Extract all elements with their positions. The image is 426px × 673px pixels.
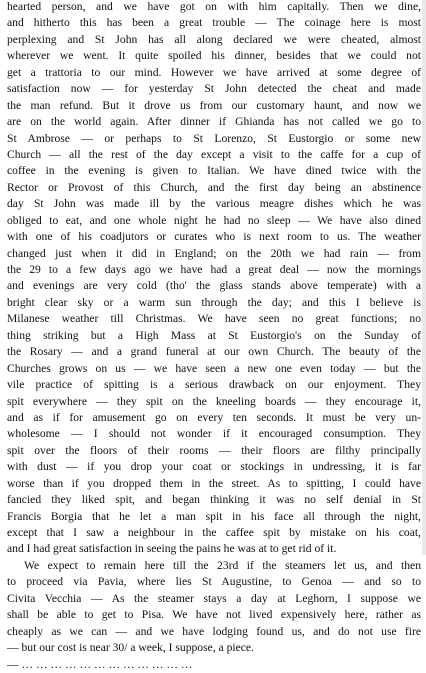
- text-line-10: Church — all the rest of the day except a visit to the caffe for a cup of: [7, 147, 421, 161]
- text-line-31: fancied they liked spit, and began thinking it was no self denial in St: [7, 493, 421, 507]
- text-line-13: day St John was made ill by the various meagre dishes which he was: [7, 197, 421, 211]
- text-line-34: and I had great satisfaction in seeing the pains he was at to get rid of it.: [7, 542, 337, 556]
- text-line-40: — but our cost is near 30/ a week, I suppose, a piece.: [7, 641, 254, 655]
- text-line-27: wholesome — I should not wonder if it encouraged consumption. They: [7, 427, 421, 441]
- text-line-24: vile practice of spitting is a serious drawback on our enjoyment. They: [7, 378, 421, 392]
- text-line-19: bright clear sky or a warm sun through the day; and this I believe is: [7, 295, 421, 309]
- text-line-23: Churches grows on us — we have seen a new one even today — but the: [7, 361, 421, 375]
- text-line-37: Civita Vecchia — As the steamer stays a day at Leghorn, I suppose we: [7, 591, 421, 605]
- text-line-26: and as if for amusement go on every ten seconds. It must be very un-: [7, 410, 421, 424]
- text-line-29: with dust — if you drop your coat or stockings in undressing, it is far: [7, 460, 421, 474]
- text-line-15: with one of his coadjutors or curates who is next room to us. The weather: [7, 230, 421, 244]
- text-line-35: We expect to remain here till the 23rd if the steamers let us, and then: [24, 558, 421, 572]
- text-line-17: the 29 to a few days ago we have had a great deal — now the mornings: [7, 263, 421, 276]
- text-line-39: cheaply as we can — and we have lodging found us, and do not use fire: [7, 624, 421, 638]
- text-line-2: and hitherto this has been a great trouble — The coinage here is most: [7, 16, 421, 30]
- text-line-41-cut: — … … … … … … … … … … … …: [7, 657, 193, 671]
- text-line-38: shall be able to get to Pisa. We have not lived expensively here, rather as: [7, 608, 421, 622]
- text-line-12: Rector or Provost of this Church, and the first day being an abstinence: [7, 180, 421, 194]
- text-line-4: wherever we went. It quite spoiled his dinner, besides that we could not: [7, 49, 421, 63]
- page-edge: [422, 0, 426, 555]
- text-line-8: are on the world again. After dinner if Ghianda has not called we go to: [7, 115, 421, 129]
- text-line-22: the Rosary — and a grand funeral at our own Church. The beauty of the: [7, 345, 421, 359]
- text-line-5: get a trattoria to our mind. However we have arrived at some degree of: [7, 65, 421, 79]
- text-line-28: spit over the floors of their rooms — their floors are filthy principally: [7, 443, 421, 457]
- text-line-11: coffee in the evening is given to Italian. We have dined twice with the: [7, 164, 421, 178]
- text-line-25: spit everywhere — they spit on the kneeling boards — they encourage it,: [7, 394, 421, 408]
- text-line-7: the man refund. But it drove us from our customary haunt, and now we: [7, 98, 421, 112]
- text-line-33: except that I saw a neighbour in the caffee spit by mistake on his coat,: [7, 526, 421, 539]
- text-line-36: to proceed via Pavia, where lies St Augustine, to Genoa — and so to: [7, 575, 421, 589]
- text-line-14: obliged to eat, and one whole night he had no sleep — We have also dined: [7, 213, 421, 227]
- text-line-32: Francis Borgia that he let a man spit in his face all through the night,: [7, 509, 421, 523]
- text-line-1: hearted person, and we have got on with him capitally. Then we dine,: [7, 0, 421, 13]
- text-line-16: changed just when it did in England; on the 20th we had rain — from: [7, 246, 421, 260]
- text-line-20: Milanese weather till Christmas. We have seen no great functions; no: [7, 312, 421, 326]
- text-line-18: and evenings are very cold (tho' the glass stands above temperate) with a: [7, 279, 421, 293]
- text-line-9: St Ambrose — or perhaps to St Lorenzo, St Eustorgio or some new: [7, 131, 421, 145]
- text-line-3: perplexing and St John has all along declared we were cheated, almost: [7, 32, 421, 46]
- text-line-30: worse than if you dropped them in the street. As to spitting, I could have: [7, 476, 421, 490]
- letter-text: [7, 0, 421, 673]
- text-line-6: satisfaction now — for yesterday St John detected the cheat and made: [7, 82, 421, 96]
- text-line-21: thing striking but a High Mass at St Eustorgio's on the Sunday of: [7, 328, 421, 342]
